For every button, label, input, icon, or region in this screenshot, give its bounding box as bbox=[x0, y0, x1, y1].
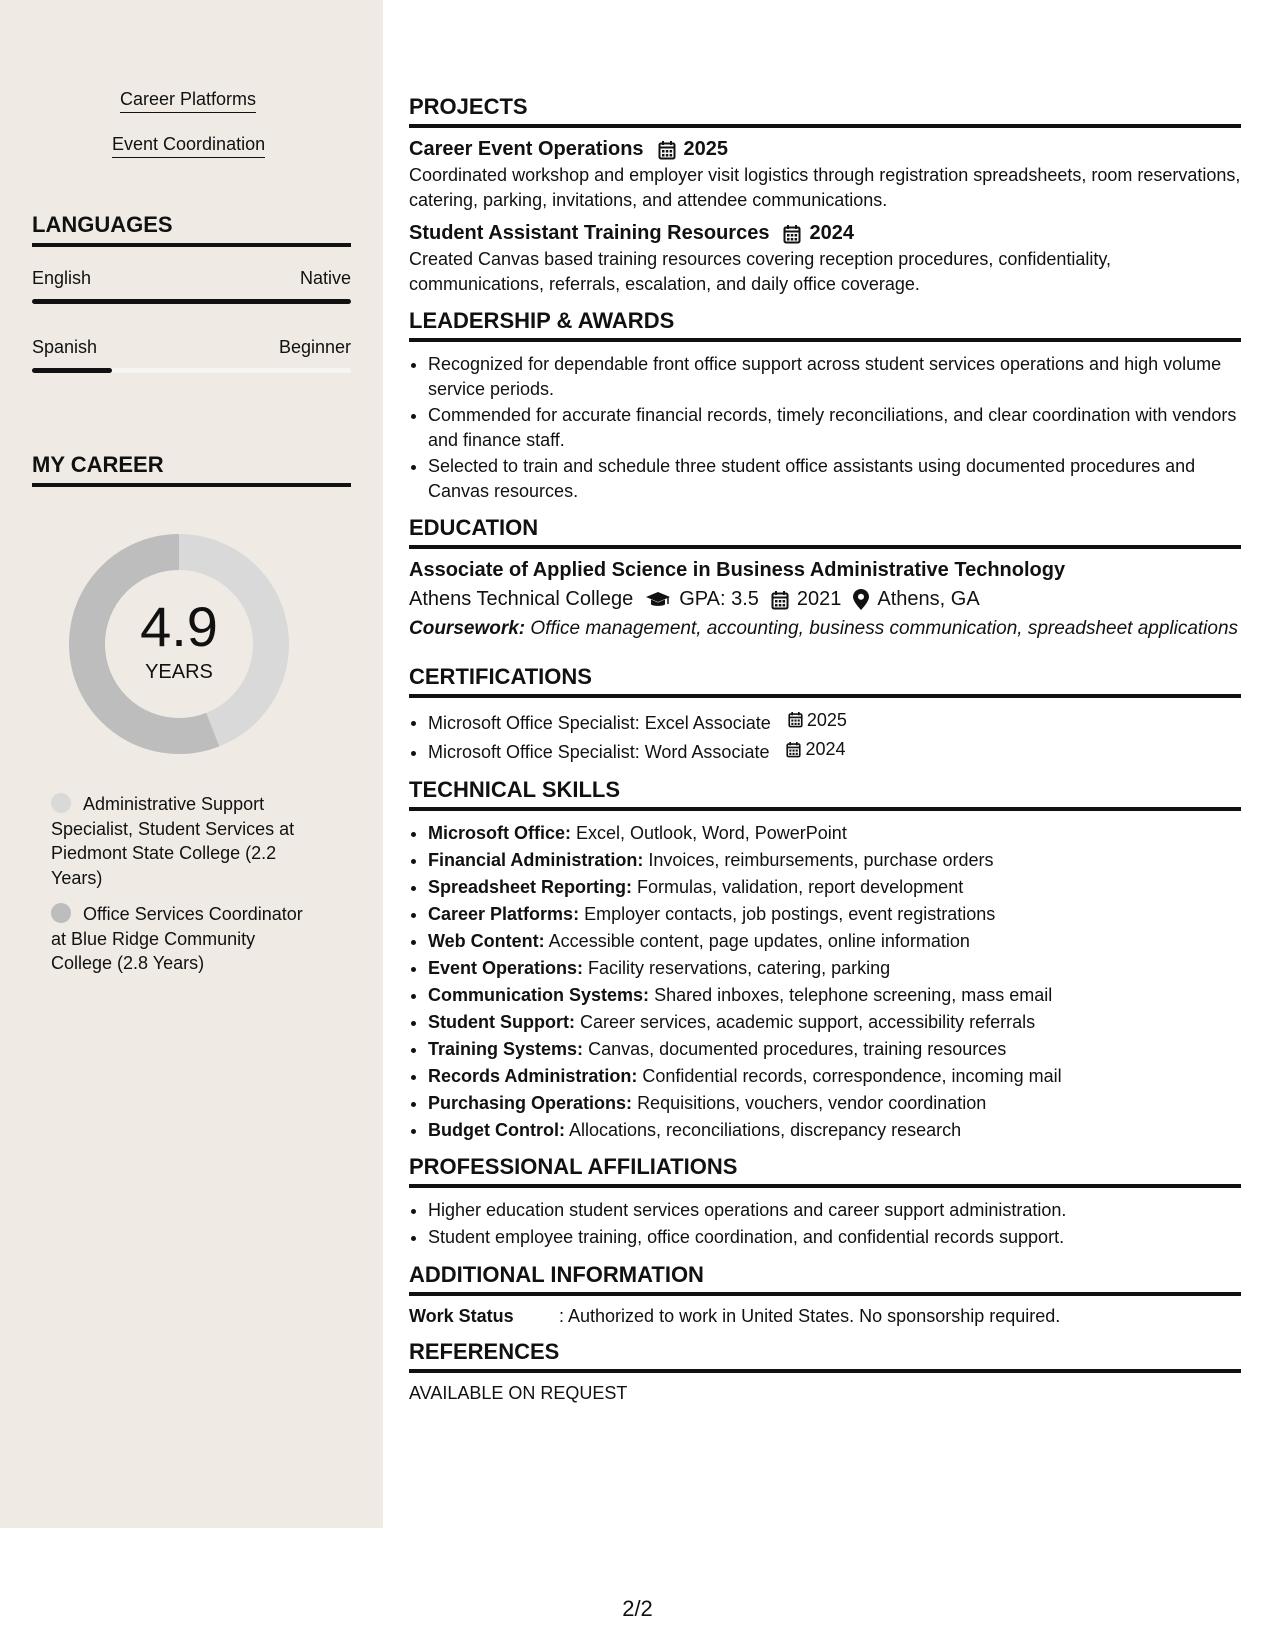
skill-value: Canvas, documented procedures, training resources bbox=[588, 1038, 1007, 1059]
education-heading: EDUCATION bbox=[409, 515, 1241, 549]
leadership-list bbox=[409, 352, 1241, 503]
list-item: • Higher education student services operations and career support administration. bbox=[428, 1198, 1241, 1223]
education-coursework bbox=[409, 617, 1241, 642]
language-bar-spanish bbox=[32, 368, 351, 373]
skill-item bbox=[428, 1118, 1241, 1143]
calendar-icon bbox=[658, 140, 676, 160]
education-location bbox=[853, 588, 979, 611]
education-year-text: 2021 bbox=[796, 588, 842, 610]
certification-year: 2025 bbox=[806, 709, 847, 730]
technical-skills-heading: TECHNICAL SKILLS bbox=[409, 777, 1241, 811]
project-date bbox=[658, 138, 729, 161]
work-status-label: Work Status bbox=[409, 1305, 514, 1326]
references-heading: REFERENCES bbox=[409, 1339, 1241, 1373]
skill-label: Web Content: bbox=[428, 930, 545, 951]
language-bar-english bbox=[32, 299, 351, 304]
list-item: • Recognized for dependable front office support across student services operations and high volume service periods. bbox=[428, 352, 1241, 401]
skill-item bbox=[428, 875, 1241, 900]
skill-item bbox=[428, 848, 1241, 873]
skill-value: Confidential records, correspondence, incoming mail bbox=[642, 1065, 1062, 1086]
education-meta bbox=[409, 588, 1241, 611]
project-title-row bbox=[409, 222, 1241, 245]
project-description: Coordinated workshop and employer visit logistics through registration spreadsheets, room reservations, catering, parking, invitations, and attendee communications. bbox=[409, 165, 1241, 210]
skill-item bbox=[428, 983, 1241, 1008]
skill-item bbox=[428, 821, 1241, 846]
language-level: Beginner bbox=[278, 337, 351, 357]
calendar-icon bbox=[783, 224, 801, 244]
project-date bbox=[783, 222, 854, 245]
my-career-heading: MY CAREER bbox=[32, 452, 351, 487]
coursework-label: Coursework: bbox=[409, 618, 526, 639]
legend-dot-icon bbox=[51, 903, 71, 923]
career-total-years: 4.9 bbox=[140, 594, 218, 658]
language-level: Native bbox=[299, 268, 351, 288]
project-year: 2025 bbox=[683, 138, 729, 160]
certification-item bbox=[428, 708, 1241, 735]
additional-info-heading: ADDITIONAL INFORMATION bbox=[409, 1262, 1241, 1296]
language-row-spanish bbox=[32, 337, 351, 358]
project-title: Career Event Operations bbox=[409, 138, 644, 160]
sidebar bbox=[0, 0, 383, 1528]
calendar-icon bbox=[786, 741, 801, 758]
career-role-item bbox=[51, 792, 321, 890]
certification-item bbox=[428, 737, 1241, 764]
certification-name: Microsoft Office Specialist: Excel Associate bbox=[428, 712, 771, 733]
link-event-coordination[interactable]: Event Coordination bbox=[112, 134, 265, 158]
language-bar-fill bbox=[32, 368, 112, 373]
career-total-unit: YEARS bbox=[145, 660, 213, 683]
list-item: • Selected to train and schedule three student office assistants using documented procedures and Canvas resources. bbox=[428, 454, 1241, 503]
languages-heading: LANGUAGES bbox=[32, 212, 351, 247]
education-degree: Associate of Applied Science in Business Administrative Technology bbox=[409, 559, 1066, 581]
career-donut-chart bbox=[66, 531, 292, 757]
skill-label: Communication Systems: bbox=[428, 984, 650, 1005]
link-career-platforms[interactable]: Career Platforms bbox=[120, 89, 256, 113]
language-name: English bbox=[32, 268, 92, 288]
map-pin-icon bbox=[853, 589, 869, 610]
skill-item bbox=[428, 1037, 1241, 1062]
skill-item bbox=[428, 956, 1241, 981]
skill-label: Training Systems: bbox=[428, 1038, 584, 1059]
calendar-icon bbox=[771, 590, 789, 610]
leadership-heading: LEADERSHIP & AWARDS bbox=[409, 308, 1241, 342]
coursework-text: Office management, accounting, business communication, spreadsheet applications bbox=[530, 618, 1239, 639]
affiliations-heading: PROFESSIONAL AFFILIATIONS bbox=[409, 1154, 1241, 1188]
certifications-list bbox=[409, 708, 1241, 765]
certification-name: Microsoft Office Specialist: Word Associate bbox=[428, 742, 770, 762]
skill-item bbox=[428, 902, 1241, 927]
education-year bbox=[771, 588, 842, 611]
skill-label: Student Support: bbox=[428, 1011, 575, 1032]
main-content bbox=[409, 94, 1241, 1404]
skill-label: Purchasing Operations: bbox=[428, 1092, 633, 1113]
language-bar-fill bbox=[32, 299, 351, 304]
references-text: AVAILABLE ON REQUEST bbox=[409, 1382, 628, 1403]
skill-label: Budget Control: bbox=[428, 1119, 565, 1140]
calendar-icon bbox=[788, 711, 803, 728]
skill-value: Requisitions, vouchers, vendor coordination bbox=[637, 1092, 987, 1113]
list-item: • Commended for accurate financial records, timely reconciliations, and clear coordination with vendors and finance staff. bbox=[428, 403, 1241, 452]
skill-item bbox=[428, 1010, 1241, 1035]
work-status-value: : Authorized to work in United States. No sponsorship required. bbox=[559, 1305, 1061, 1326]
legend-dot-icon bbox=[51, 793, 71, 813]
list-item: • Student employee training, office coordination, and confidential records support. bbox=[428, 1225, 1241, 1250]
skill-label: Microsoft Office: bbox=[428, 822, 572, 843]
work-status-row bbox=[409, 1306, 1241, 1327]
skill-value: Facility reservations, catering, parking bbox=[588, 957, 891, 978]
projects-heading: PROJECTS bbox=[409, 94, 1241, 128]
project-year: 2024 bbox=[809, 222, 854, 244]
career-roles-list bbox=[51, 792, 321, 988]
education-gpa bbox=[645, 588, 759, 611]
skill-label: Event Operations: bbox=[428, 957, 584, 978]
skill-label: Financial Administration: bbox=[428, 849, 644, 870]
skill-value: Invoices, reimbursements, purchase orders bbox=[648, 849, 994, 870]
education-school: Athens Technical College bbox=[409, 588, 634, 610]
skill-label: Records Administration: bbox=[428, 1065, 638, 1086]
education-gpa-text: GPA: 3.5 bbox=[679, 588, 759, 610]
project-item bbox=[409, 138, 1241, 212]
skill-value: Career services, academic support, accessibility referrals bbox=[580, 1011, 1036, 1032]
education-location-text: Athens, GA bbox=[877, 588, 980, 610]
skill-value: Formulas, validation, report development bbox=[637, 876, 964, 897]
certifications-heading: CERTIFICATIONS bbox=[409, 664, 1241, 698]
skill-item bbox=[428, 1064, 1241, 1089]
language-row-english bbox=[32, 268, 351, 289]
certification-year: 2024 bbox=[805, 739, 846, 760]
skill-label: Spreadsheet Reporting: bbox=[428, 876, 633, 897]
skill-item bbox=[428, 929, 1241, 954]
project-item bbox=[409, 222, 1241, 296]
career-role-text: Administrative Support Specialist, Student Services at Piedmont State College (2.2 Years) bbox=[51, 794, 295, 888]
skill-item bbox=[428, 1091, 1241, 1116]
skill-value: Employer contacts, job postings, event registrations bbox=[584, 903, 996, 924]
page-number: 2/2 bbox=[622, 1596, 653, 1621]
skill-value: Allocations, reconciliations, discrepancy research bbox=[568, 1119, 962, 1140]
project-title: Student Assistant Training Resources bbox=[409, 222, 770, 244]
certification-date bbox=[786, 737, 845, 762]
project-description: Created Canvas based training resources covering reception procedures, confidentiality, communications, referrals, escalation, and daily office coverage. bbox=[409, 249, 1112, 294]
project-title-row bbox=[409, 138, 1241, 161]
certification-date bbox=[788, 708, 847, 733]
skill-value: Accessible content, page updates, online information bbox=[548, 930, 970, 951]
skills-list bbox=[409, 821, 1241, 1143]
skill-value: Excel, Outlook, Word, PowerPoint bbox=[576, 822, 847, 843]
donut-center-label bbox=[66, 531, 292, 757]
skill-label: Career Platforms: bbox=[428, 903, 580, 924]
career-role-item bbox=[51, 902, 321, 976]
career-role-text: Office Services Coordinator at Blue Ridge Community College (2.8 Years) bbox=[51, 904, 303, 973]
affiliations-list bbox=[409, 1198, 1241, 1250]
graduation-cap-icon bbox=[645, 591, 671, 609]
language-name: Spanish bbox=[32, 337, 98, 357]
skill-value: Shared inboxes, telephone screening, mass email bbox=[654, 984, 1053, 1005]
